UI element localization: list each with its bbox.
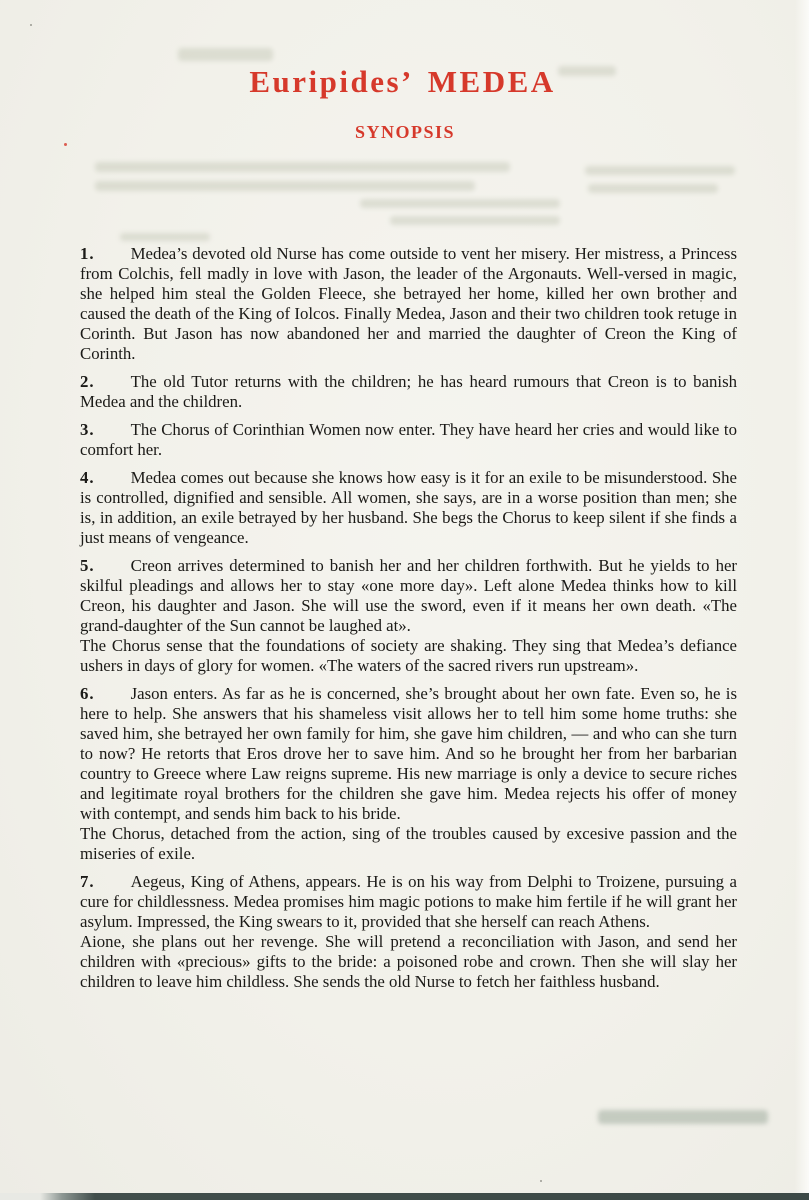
synopsis-paragraph: Aione, she plans out her revenge. She will pretend a reconciliation with Jason, and send her children with «precious» gifts to the bride: a poisoned robe and crown. Then she will slay her children to leave him childless. She sends the old Nurse to fetch her faithless husband. <box>80 932 737 991</box>
bleed-through-smudge <box>390 216 560 225</box>
bleed-through-smudge <box>178 48 273 61</box>
paragraph-number: 5. <box>80 556 95 575</box>
bleed-through-smudge <box>360 199 560 208</box>
paragraph-number: 2. <box>80 372 95 391</box>
scan-bottom-edge <box>0 1193 809 1200</box>
synopsis-paragraph: 1. Medea’s devoted old Nurse has come outside to vent her misery. Her mistress, a Princess from Colchis, fell madly in love with Jason, the leader of the Argonauts. Well-versed in magic, she helped him steal the Golden Fleece, she betrayed her home, killed her own brother and caused the death of the King of Iolcos. Finally Medea, Jason and their two children took retuge in Corinth. But Jason has now abandoned her and married the daughter of Creon the King of Corinth. <box>80 244 737 363</box>
synopsis-paragraph: The Chorus, detached from the action, sing of the troubles caused by excesive passion and the miseries of exile. <box>80 824 737 863</box>
paper-speck <box>30 24 32 26</box>
bleed-through-smudge <box>598 1110 768 1124</box>
bleed-through-smudge <box>95 181 475 191</box>
bleed-through-smudge <box>95 162 510 172</box>
paper-speck <box>64 143 67 146</box>
paragraph-number: 6. <box>80 684 95 703</box>
bleed-through-smudge <box>585 166 735 175</box>
paragraph-number: 1. <box>80 244 95 263</box>
bleed-through-smudge <box>588 184 718 193</box>
synopsis-paragraph: 6. Jason enters. As far as he is concerned, she’s brought about her own fate. Even so, he is here to help. She answers that his shameless visit allows her to tell him some home truths: she saved him, she betrayed her own family for him, she gave him children, — and who can she turn to now? He retorts that Eros drove her to save him. And so he brought her from her barbarian country to Greece where Law reigns supreme. His new marriage is only a device to secure riches and legitimate royal brothers for the children she gave him. Medea rejects his offer of money with contempt, and sends him back to his bride. <box>80 684 737 823</box>
paragraph-number: 4. <box>80 468 95 487</box>
synopsis-paragraph: 2. The old Tutor returns with the children; he has heard rumours that Creon is to banish Medea and the children. <box>80 372 737 411</box>
page-title: Euripides’ MEDEA <box>249 64 556 99</box>
synopsis-paragraph: 3. The Chorus of Corinthian Women now enter. They have heard her cries and would like to comfort her. <box>80 420 737 459</box>
synopsis-body <box>80 244 737 992</box>
synopsis-paragraph: The Chorus sense that the foundations of society are shaking. They sing that Medea’s defiance ushers in days of glory for women. «The waters of the sacred rivers run upstream». <box>80 636 737 675</box>
paragraph-number: 3. <box>80 420 95 439</box>
paper-speck <box>540 1180 542 1182</box>
paragraph-number: 7. <box>80 872 95 891</box>
synopsis-paragraph: 7. Aegeus, King of Athens, appears. He is on his way from Delphi to Troizene, pursuing a cure for childlessness. Medea promises him magic potions to make him fertile if he will grant her asylum. Impressed, the King swears to it, provided that she herself can reach Athens. <box>80 872 737 931</box>
synopsis-paragraph: 4. Medea comes out because she knows how easy is it for an exile to be misunderstood. She is controlled, dignified and sensible. All women, she says, are in a worse position than men; she is, in addition, an exile betrayed by her husband. She begs the Chorus to keep silent if she finds a just means of vengeance. <box>80 468 737 547</box>
bleed-through-smudge <box>120 233 210 241</box>
scan-right-edge <box>795 0 809 1200</box>
synopsis-paragraph: 5. Creon arrives determined to banish her and her children forthwith. But he yields to her skilful pleadings and allows her to stay «one more day». Left alone Medea thinks how to kill Creon, his daughter and Jason. She will use the sword, even if it means her own death. «The grand-daughter of the Sun cannot be laughed at». <box>80 556 737 635</box>
page-subtitle: SYNOPSIS <box>354 122 456 142</box>
